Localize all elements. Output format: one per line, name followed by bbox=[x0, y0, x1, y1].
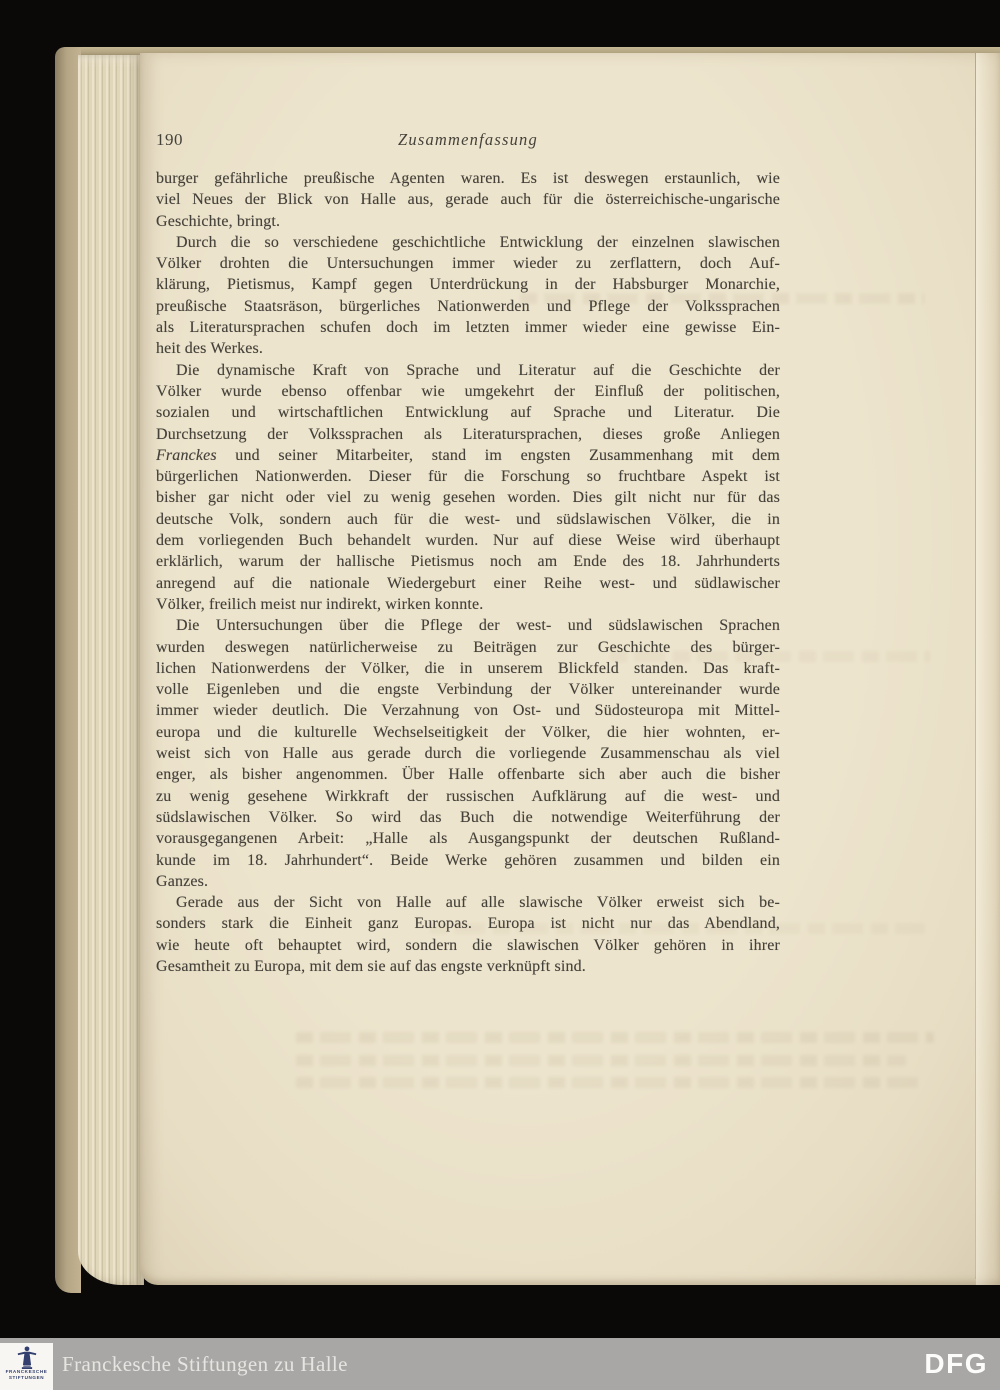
text-line: Geschichte, bringt. bbox=[156, 212, 281, 230]
bleed-through-smudge bbox=[610, 651, 930, 662]
text-line: enger, als bisher angenommen. Über Halle offenbarte sich aber auch die bisher bbox=[156, 766, 780, 784]
bleed-through-smudge bbox=[430, 923, 925, 934]
text-line: vorausgegangenen Arbeit: „Halle als Ausgangspunkt der deutschen Rußland- bbox=[156, 830, 780, 848]
text-line: erklärlich, warum der hallische Pietismus noch am Ende des 18. Jahrhunderts bbox=[156, 553, 780, 571]
text-line: kunde im 18. Jahrhundert“. Beide Werke gehören zusammen und bilden ein bbox=[156, 851, 780, 869]
text-line: anregend auf die nationale Wiedergeburt einer Reihe west- und südlawischer bbox=[156, 574, 780, 592]
text-line: bisher gar nicht oder viel zu wenig gesehen worden. Dies gilt nicht nur für das bbox=[156, 489, 780, 507]
footer-bar bbox=[0, 1338, 1000, 1390]
bleed-through-smudge bbox=[296, 1032, 934, 1043]
text-line: deutsche Volk, sondern auch für die west- und südslawischen Völker, die in bbox=[156, 510, 780, 528]
text-line: Gerade aus der Sicht von Halle auf alle slawische Völker erweist sich be- bbox=[176, 894, 780, 912]
page-number: 190 bbox=[156, 130, 183, 149]
paragraph bbox=[156, 892, 780, 977]
text-line: weist sich von Halle aus gerade durch die vorliegende Zusammenschau als viel bbox=[156, 745, 780, 763]
text-line: lichen Nationwerdens der Völker, die in unserem Blickfeld standen. Das kraft- bbox=[156, 659, 780, 677]
text-line: preußische Staatsräson, bürgerliches Nationwerden und Pflege der Volkssprachen bbox=[156, 297, 780, 315]
bleed-through-smudge bbox=[296, 1077, 921, 1088]
page-crease bbox=[975, 53, 976, 1279]
text-line: Völker drohten die Untersuchungen immer wieder zu zerflattern, doch Auf- bbox=[156, 255, 780, 273]
paragraph bbox=[156, 168, 780, 232]
francke-statue-icon bbox=[15, 1346, 39, 1369]
page-right-shade bbox=[976, 53, 1000, 1285]
text-line: Durchsetzung der Volkssprachen als Literatursprachen, dieses große Anliegen bbox=[156, 425, 780, 443]
text-line: wie heute oft behauptet wird, sondern die slawischen Völker gehören in ihrer bbox=[156, 936, 780, 954]
text-line: bürgerlichen Nationwerden. Dieser für die Forschung so fruchtbare Aspekt ist bbox=[156, 468, 780, 486]
text-line: heit des Werkes. bbox=[156, 340, 264, 358]
running-title: Zusammenfassung bbox=[398, 130, 538, 149]
text-line: europa und die kulturelle Wechselseitigkeit der Völker, die hier wohnten, er- bbox=[156, 723, 780, 741]
text-line: Gesamtheit zu Europa, mit dem sie auf das engste verknüpft sind. bbox=[156, 957, 586, 975]
logo-text-line2: STIFTUNGEN bbox=[8, 1374, 45, 1380]
text-line: klärung, Pietismus, Kampf gegen Unterdrückung in der Habsburger Monarchie, bbox=[156, 276, 780, 294]
book-page-edges bbox=[78, 55, 144, 1285]
text-line: Die dynamische Kraft von Sprache und Literatur auf die Geschichte der bbox=[176, 361, 780, 379]
text-line: viel Neues der Blick von Halle aus, gerade auch für die österreichische-ungarische bbox=[156, 191, 780, 209]
text-line: Die Untersuchungen über die Pflege der west- und südslawischen Sprachen bbox=[176, 617, 780, 635]
text-line: zu wenig gesehene Wirkkraft der russischen Aufklärung auf die west- und bbox=[156, 787, 780, 805]
paragraph bbox=[156, 360, 780, 616]
text-line: sonders stark die Einheit ganz Europas. Europa ist nicht nur das Abendland, bbox=[156, 915, 780, 933]
text-line: als Literatursprachen schufen doch im letzten immer wieder eine gewisse Ein- bbox=[156, 319, 780, 337]
text-line: immer wieder deutlich. Die Verzahnung von Ost- und Südosteuropa mit Mittel- bbox=[156, 702, 780, 720]
logo-text-line1: FRANCKESCHE bbox=[5, 1369, 48, 1374]
bleed-through-smudge bbox=[520, 293, 925, 304]
text-line: Durch die so verschiedene geschichtliche Entwicklung der einzelnen slawischen bbox=[176, 233, 780, 251]
text-line: Völker wurde ebenso offenbar wie umgekehrt der Einfluß der politischen, bbox=[156, 382, 780, 400]
text-line: Ganzes. bbox=[156, 872, 209, 890]
text-line: dem vorliegenden Buch behandelt wurden. Nur auf diese Weise wird überhaupt bbox=[156, 532, 780, 550]
bleed-through-smudge bbox=[296, 1055, 906, 1066]
dfg-logo[interactable]: DFG bbox=[924, 1348, 988, 1379]
text-line: Franckes und seiner Mitarbeiter, stand im engsten Zusammenhang mit dem bbox=[156, 446, 780, 464]
text-line: volle Eigenleben und die engste Verbindung der Völker untereinander wurde bbox=[156, 681, 780, 699]
text-line: Völker, freilich meist nur indirekt, wirken konnte. bbox=[156, 595, 484, 613]
text-line: burger gefährliche preußische Agenten waren. Es ist deswegen erstaunlich, wie bbox=[156, 170, 780, 187]
text-line: sozialen und wirtschaftlichen Entwicklung auf Sprache und Literatur. Die bbox=[156, 404, 780, 422]
franckesche-stiftungen-logo[interactable] bbox=[0, 1343, 53, 1390]
text-line: wurden deswegen natürlicherweise zu Beiträgen zur Geschichte des bürger- bbox=[156, 638, 780, 656]
text-line: südslawischen Völker. So wird das Buch die notwendige Weiterführung der bbox=[156, 808, 780, 826]
footer-institution-title: Franckesche Stiftungen zu Halle bbox=[62, 1351, 348, 1376]
text-block bbox=[156, 168, 780, 977]
